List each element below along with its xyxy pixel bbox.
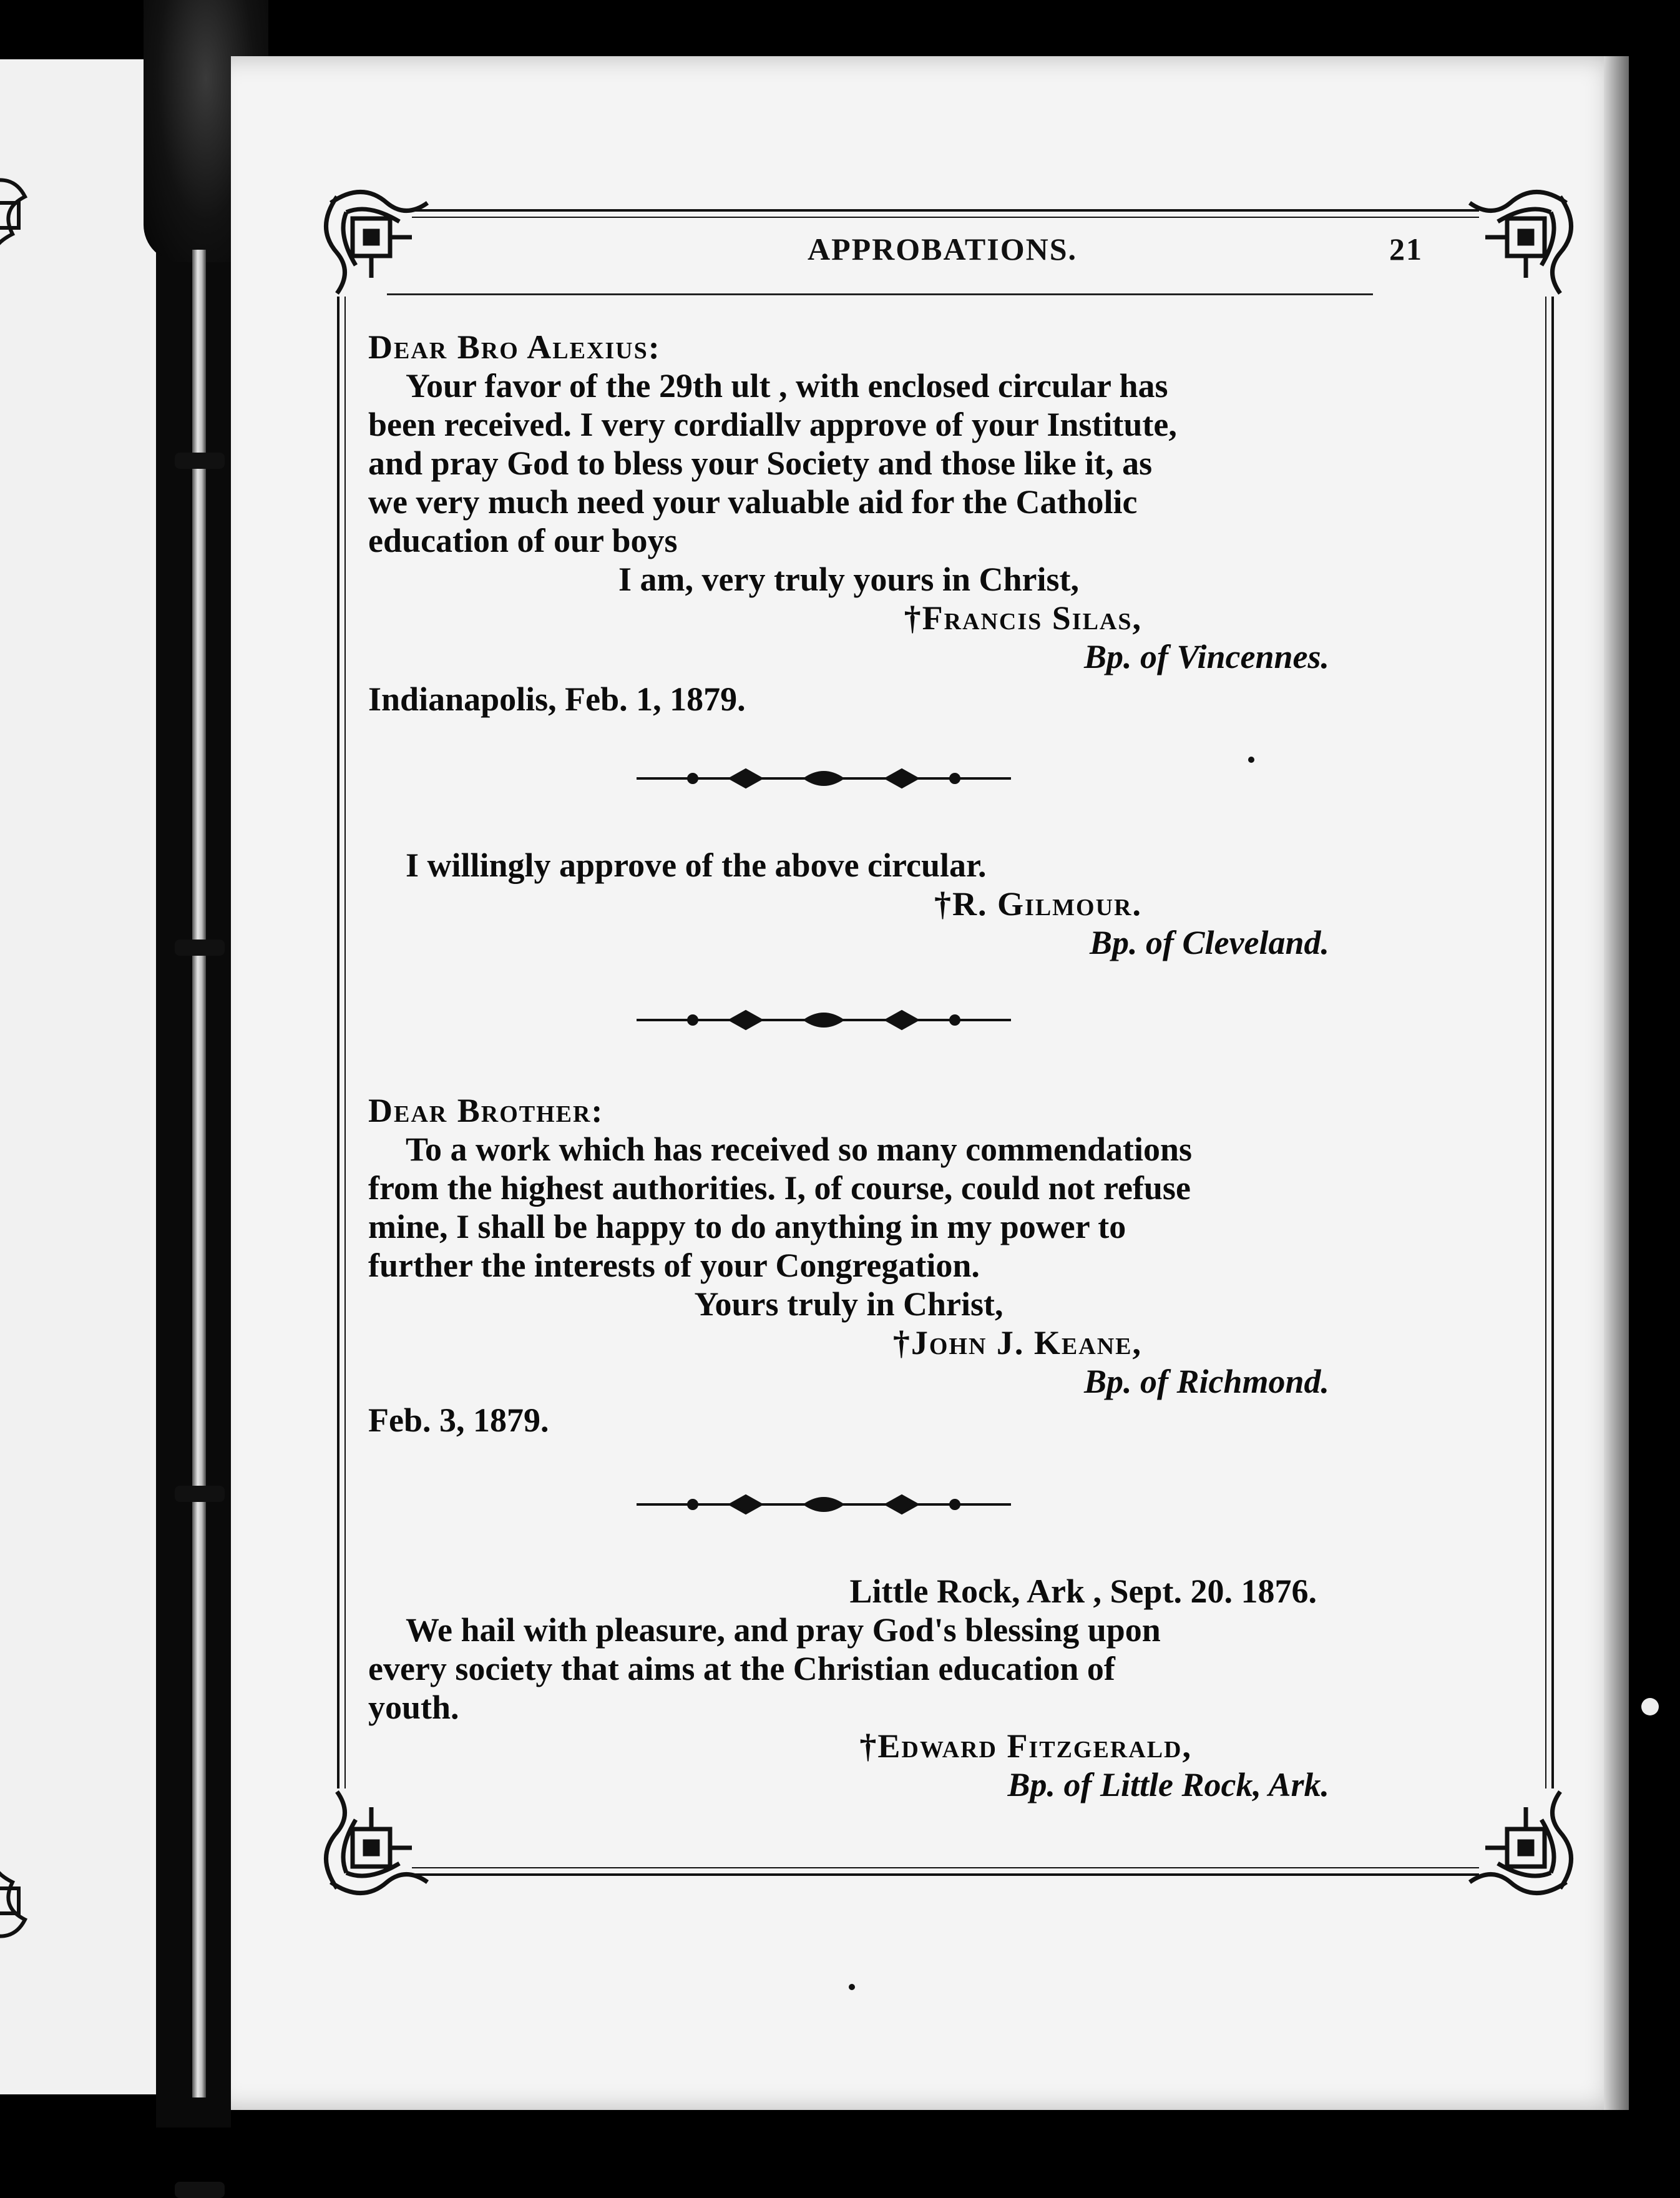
salutation: Dear Bro Alexius: (368, 328, 661, 366)
letter-little-rock (368, 1572, 1329, 1804)
dateline: Indianapolis, Feb. 1, 1879. (368, 680, 746, 718)
letter-body-line: further the interests of your Congregation. (368, 1247, 980, 1284)
binding-stitch (175, 453, 225, 469)
letter-body-line: We hail with pleasure, and pray God's blessing upon (406, 1611, 1161, 1649)
binding-stitch (175, 1486, 225, 1502)
letter-body-line: been received. I very cordiallv approve of your Institute, (368, 406, 1177, 443)
left-page-corner-ornament-icon (0, 172, 50, 272)
letter-body-line: every society that aims at the Christian education of (368, 1650, 1115, 1687)
signature: †Francis Silas, (904, 599, 1142, 637)
ink-speck (1248, 757, 1254, 763)
ornamental-divider-icon (637, 1491, 1011, 1518)
letter-body-line: from the highest authorities. I, of course, could not refuse (368, 1169, 1191, 1207)
ornamental-divider-icon (637, 765, 1011, 792)
signatory-title: Bp. of Vincennes. (1083, 638, 1329, 675)
salutation: Dear Brother: (368, 1092, 604, 1129)
dateline: Little Rock, Ark , Sept. 20. 1876. (849, 1572, 1317, 1610)
binding-stitch (175, 940, 225, 956)
letter-richmond (368, 1091, 1329, 1440)
letter-body-line: mine, I shall be happy to do anything in my power to (368, 1208, 1126, 1245)
corner-ornament-icon (1454, 184, 1579, 309)
letter-vincennes (368, 328, 1329, 719)
closing: I am, very truly yours in Christ, (618, 561, 1079, 598)
signatory-title: Bp. of Cleveland. (1090, 924, 1329, 961)
page-edge-shadow (1604, 56, 1629, 2110)
corner-ornament-icon (318, 184, 443, 309)
dust-speck (1641, 1698, 1659, 1715)
letter-body-line: we very much need your valuable aid for the Catholic (368, 483, 1138, 521)
signature: †John J. Keane, (892, 1324, 1142, 1361)
ink-speck (849, 1984, 855, 1990)
facing-page-edge (0, 59, 156, 2094)
dateline: Feb. 3, 1879. (368, 1401, 549, 1439)
letter-body-line: education of our boys (368, 522, 678, 559)
closing: Yours truly in Christ, (694, 1285, 1004, 1323)
letter-cleveland (368, 846, 1329, 962)
left-page-corner-ornament-icon (0, 1845, 50, 1945)
letter-body-line: and pray God to bless your Society and those like it, as (368, 444, 1153, 482)
letter-body: I willingly approve of the above circular. (406, 846, 987, 884)
letter-body-line: To a work which has received so many commendations (406, 1131, 1193, 1168)
signatory-title: Bp. of Richmond. (1083, 1363, 1329, 1400)
binding-stitch (175, 2182, 225, 2198)
page-number: 21 (1389, 232, 1423, 267)
letter-body-line: Your favor of the 29th ult , with enclosed circular has (406, 367, 1168, 405)
signature: †Edward Fitzgerald, (859, 1727, 1192, 1765)
corner-ornament-icon (1454, 1776, 1579, 1901)
signatory-title: Bp. of Little Rock, Ark. (1007, 1766, 1329, 1803)
letter-body-line: youth. (368, 1689, 459, 1726)
ornamental-divider-icon (637, 1006, 1011, 1034)
page-title: APPROBATIONS. (807, 232, 1078, 267)
binding-thread (192, 250, 206, 2097)
header-rule (387, 293, 1373, 295)
signature: †R. Gilmour. (934, 885, 1142, 923)
